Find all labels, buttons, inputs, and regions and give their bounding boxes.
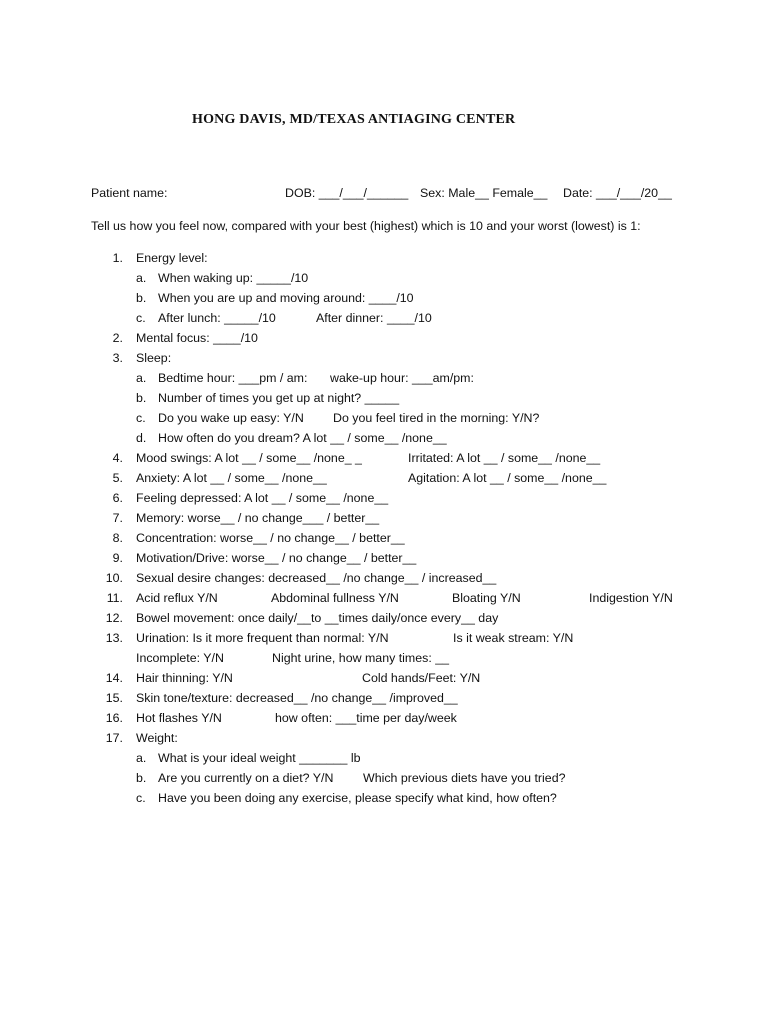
question-text: Mental focus: ____/10 xyxy=(136,331,258,345)
sub-text: How often do you dream? A lot __ / some__ /none__ xyxy=(158,431,447,445)
patient-name-field[interactable]: Patient name: xyxy=(91,186,168,200)
question-text-2: Night urine, how many times: __ xyxy=(272,651,449,665)
sub-letter: b. xyxy=(136,291,147,305)
question-text: Sleep: xyxy=(136,351,172,365)
question-number: 3. xyxy=(112,351,123,365)
question-number: 11. xyxy=(106,591,123,605)
sub-text: Have you been doing any exercise, please specify what kind, how often? xyxy=(158,791,557,805)
sub-text-2: wake-up hour: ___am/pm: xyxy=(330,371,474,385)
question-number: 6. xyxy=(112,491,123,505)
question-number: 17. xyxy=(105,731,123,745)
sub-text: Do you wake up easy: Y/N xyxy=(158,411,304,425)
question-number: 1. xyxy=(112,251,123,265)
question-text: Urination: Is it more frequent than normal: Y/N xyxy=(136,631,389,645)
sub-letter: c. xyxy=(136,411,146,425)
question-number: 7. xyxy=(112,511,123,525)
sub-letter: a. xyxy=(136,751,147,765)
question-number: 14. xyxy=(105,671,123,685)
sub-text-2: Which previous diets have you tried? xyxy=(363,771,566,785)
question-text: Memory: worse__ / no change___ / better__ xyxy=(136,511,380,525)
document-title: HONG DAVIS, MD/TEXAS ANTIAGING CENTER xyxy=(192,112,516,127)
dob-field[interactable]: DOB: ___/___/______ xyxy=(285,186,409,200)
question-number: 9. xyxy=(112,551,123,565)
question-number: 15. xyxy=(105,691,123,705)
sub-text: Number of times you get up at night? _____ xyxy=(158,391,400,405)
sub-text: Bedtime hour: ___pm / am: xyxy=(158,371,308,385)
question-number: 12. xyxy=(105,611,123,625)
sub-letter: b. xyxy=(136,771,147,785)
question-text: Weight: xyxy=(136,731,178,745)
question-text-3: Bloating Y/N xyxy=(452,591,521,605)
intro-text: Tell us how you feel now, compared with your best (highest) which is 10 and your worst (lowest) is 1: xyxy=(91,219,641,233)
sub-text: When waking up: _____/10 xyxy=(158,271,309,285)
question-number: 10. xyxy=(105,571,123,585)
date-field[interactable]: Date: ___/___/20__ xyxy=(563,186,672,200)
question-text: Motivation/Drive: worse__ / no change__ / better__ xyxy=(136,551,417,565)
sub-text: When you are up and moving around: ____/10 xyxy=(158,291,414,305)
question-text: Concentration: worse__ / no change__ / better__ xyxy=(136,531,405,545)
sub-letter: c. xyxy=(136,791,146,805)
question-text-4: Indigestion Y/N xyxy=(589,591,673,605)
question-text-2: Abdominal fullness Y/N xyxy=(271,591,399,605)
question-text: Skin tone/texture: decreased__ /no change__ /improved__ xyxy=(136,691,458,705)
question-text: Acid reflux Y/N xyxy=(136,591,218,605)
question-text: Hot flashes Y/N xyxy=(136,711,222,725)
question-text: Sexual desire changes: decreased__ /no change__ / increased__ xyxy=(136,571,497,585)
question-text: Anxiety: A lot __ / some__ /none__ xyxy=(136,471,327,485)
sub-text: What is your ideal weight _______ lb xyxy=(158,751,361,765)
sub-letter: a. xyxy=(136,271,147,285)
sub-text-2: After dinner: ____/10 xyxy=(316,311,432,325)
question-text-2: how often: ___time per day/week xyxy=(275,711,457,725)
question-text: Bowel movement: once daily/__to __times daily/once every__ day xyxy=(136,611,499,625)
question-number: 5. xyxy=(112,471,123,485)
sub-text-2: Do you feel tired in the morning: Y/N? xyxy=(333,411,540,425)
question-number: 16. xyxy=(105,711,123,725)
question-text-2: Irritated: A lot __ / some__ /none__ xyxy=(408,451,601,465)
question-text-2: Cold hands/Feet: Y/N xyxy=(362,671,481,685)
question-number: 2. xyxy=(112,331,123,345)
question-number: 4. xyxy=(112,451,123,465)
question-text-2: Agitation: A lot __ / some__ /none__ xyxy=(408,471,607,485)
sub-letter: c. xyxy=(136,311,146,325)
sub-letter: b. xyxy=(136,391,147,405)
question-text: Hair thinning: Y/N xyxy=(136,671,233,685)
sub-letter: d. xyxy=(136,431,147,445)
sub-letter: a. xyxy=(136,371,147,385)
sub-text: Are you currently on a diet? Y/N xyxy=(158,771,334,785)
sex-field[interactable]: Sex: Male__ Female__ xyxy=(420,186,548,200)
question-number: 13. xyxy=(105,631,123,645)
sub-text: After lunch: _____/10 xyxy=(158,311,276,325)
question-text: Mood swings: A lot __ / some__ /none_ _ xyxy=(136,451,362,465)
question-number: 8. xyxy=(112,531,123,545)
question-text: Incomplete: Y/N xyxy=(136,651,224,665)
question-text: Energy level: xyxy=(136,251,208,265)
question-text: Feeling depressed: A lot __ / some__ /none__ xyxy=(136,491,389,505)
question-text-2: Is it weak stream: Y/N xyxy=(453,631,574,645)
